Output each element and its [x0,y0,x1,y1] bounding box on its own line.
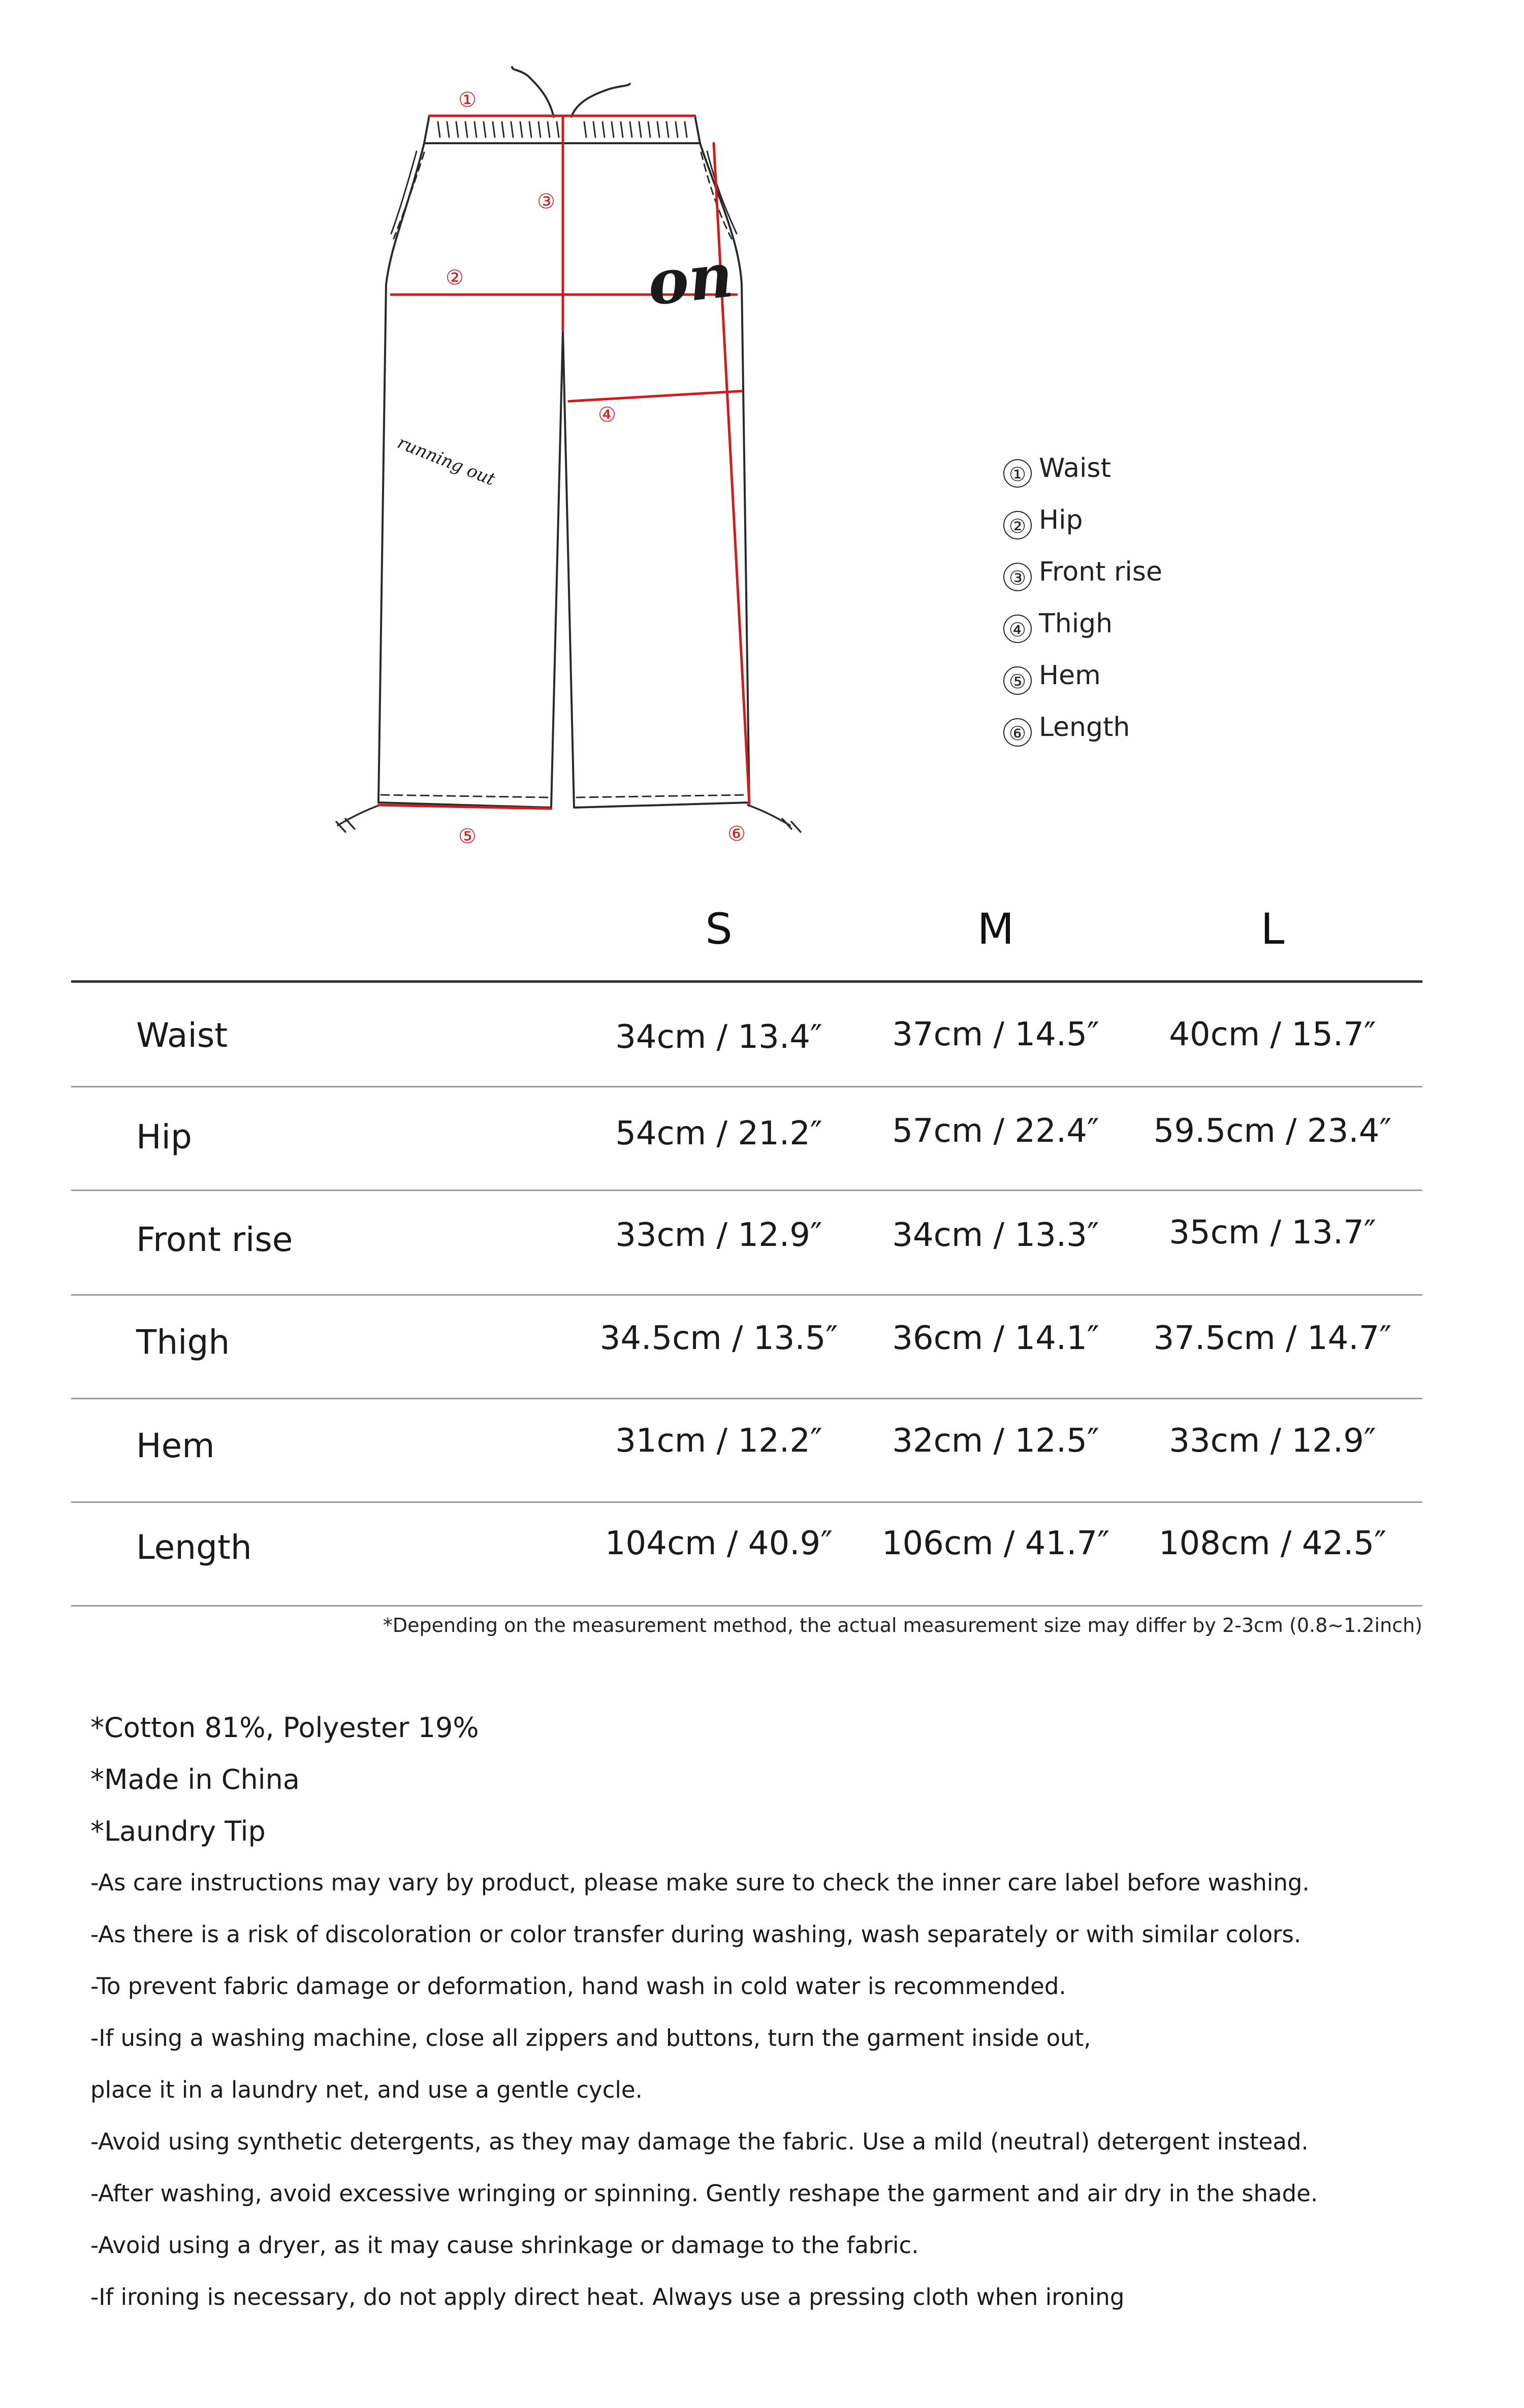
legend-number: ② [1003,511,1032,539]
pants-diagram [0,0,1524,874]
cell-hem-m: 32cm / 12.5″ [892,1422,1099,1460]
row-divider [71,1294,1422,1296]
cell-front-rise-s: 33cm / 12.9″ [615,1216,822,1254]
size-header-s: S [705,904,733,954]
legend-label: Hip [1039,505,1083,535]
running-out-print: running out [394,432,498,490]
marker-length: ⑥ [727,822,746,846]
legend-item-length [1003,712,1130,747]
origin-text: *Made in China [90,1763,300,1795]
legend-item-hip [1003,505,1083,539]
cell-length-m: 106cm / 41.7″ [881,1525,1110,1562]
row-label-hip: Hip [136,1117,192,1157]
cell-front-rise-l: 35cm / 13.7″ [1169,1214,1376,1251]
cell-thigh-l: 37.5cm / 14.7″ [1153,1320,1392,1357]
cell-thigh-m: 36cm / 14.1″ [892,1320,1099,1357]
care-tip: -Avoid using a dryer, as it may cause shrinkage or damage to the fabric. [90,2232,919,2259]
cell-length-l: 108cm / 42.5″ [1158,1525,1387,1562]
cell-hip-m: 57cm / 22.4″ [892,1112,1099,1150]
legend-label: Front rise [1039,557,1162,587]
logo-print: on [644,239,737,319]
legend-number: ⑤ [1003,666,1032,695]
legend-label: Length [1039,712,1130,743]
cell-waist-l: 40cm / 15.7″ [1169,1016,1376,1053]
legend-number: ④ [1003,615,1032,643]
cell-length-s: 104cm / 40.9″ [605,1525,833,1562]
drawstring-left [512,67,554,117]
legend-label: Hem [1039,660,1101,691]
marker-thigh: ④ [598,403,616,427]
legend-item-front-rise [1003,557,1162,591]
measure-line-thigh [569,391,742,401]
legend-number: ⑥ [1003,718,1032,747]
cell-front-rise-m: 34cm / 13.3″ [892,1216,1099,1254]
cell-thigh-s: 34.5cm / 13.5″ [599,1320,838,1357]
row-label-hem: Hem [136,1426,215,1465]
marker-front-rise: ③ [537,190,555,213]
row-label-thigh: Thigh [136,1323,230,1362]
care-tip: -If using a washing machine, close all zippers and buttons, turn the garment inside out, [90,2025,1091,2051]
row-divider [71,1190,1422,1191]
care-tip: -As there is a risk of discoloration or color transfer during washing, wash separately or with similar colors. [90,1921,1301,1948]
legend-number: ① [1003,459,1032,488]
cell-hem-l: 33cm / 12.9″ [1169,1422,1376,1460]
legend-label: Waist [1039,453,1111,484]
row-label-front-rise: Front rise [136,1220,293,1259]
marker-waist: ① [458,88,477,112]
marker-hem: ⑤ [458,825,477,848]
drawstring-right [572,84,630,117]
cell-hip-l: 59.5cm / 23.4″ [1153,1112,1392,1150]
legend-item-waist [1003,453,1111,488]
size-header-m: M [977,904,1014,954]
care-tip: place it in a laundry net, and use a gentle cycle. [90,2076,643,2103]
marker-hip: ② [446,266,464,290]
row-divider [71,1086,1422,1087]
cell-hip-s: 54cm / 21.2″ [615,1115,822,1152]
row-label-length: Length [136,1528,252,1567]
legend-item-hem [1003,660,1101,695]
legend-number: ③ [1003,563,1032,591]
row-divider [71,1501,1422,1503]
care-tip: -Avoid using synthetic detergents, as they may damage the fabric. Use a mild (neutral) detergent instead. [90,2128,1309,2155]
measurement-note: *Depending on the measurement method, the actual measurement size may differ by 2-3cm (0.8~1.2inch) [383,1614,1422,1636]
cell-waist-m: 37cm / 14.5″ [892,1016,1099,1053]
table-bottom-rule [71,1605,1422,1607]
table-top-rule [71,980,1422,983]
care-tip: -If ironing is necessary, do not apply direct heat. Always use a pressing cloth when ironing [90,2284,1125,2310]
row-divider [71,1398,1422,1399]
legend-item-thigh [1003,608,1113,643]
measure-line-hem [378,805,551,809]
toggle-left [336,805,380,832]
care-tip: -As care instructions may vary by product, please make sure to check the inner care label before washing. [90,1869,1310,1896]
size-header-l: L [1260,904,1285,954]
care-tip: -After washing, avoid excessive wringing or spinning. Gently reshape the garment and air dry in the shade. [90,2180,1318,2207]
care-tip: -To prevent fabric damage or deformation, hand wash in cold water is recommended. [90,1973,1066,2000]
toggle-right [748,805,801,832]
composition-text: *Cotton 81%, Polyester 19% [90,1712,479,1744]
cell-hem-s: 31cm / 12.2″ [615,1422,822,1460]
cell-waist-s: 34cm / 13.4″ [615,1018,822,1056]
row-label-waist: Waist [136,1016,228,1055]
legend-label: Thigh [1039,608,1113,639]
laundry-title: *Laundry Tip [90,1815,266,1847]
